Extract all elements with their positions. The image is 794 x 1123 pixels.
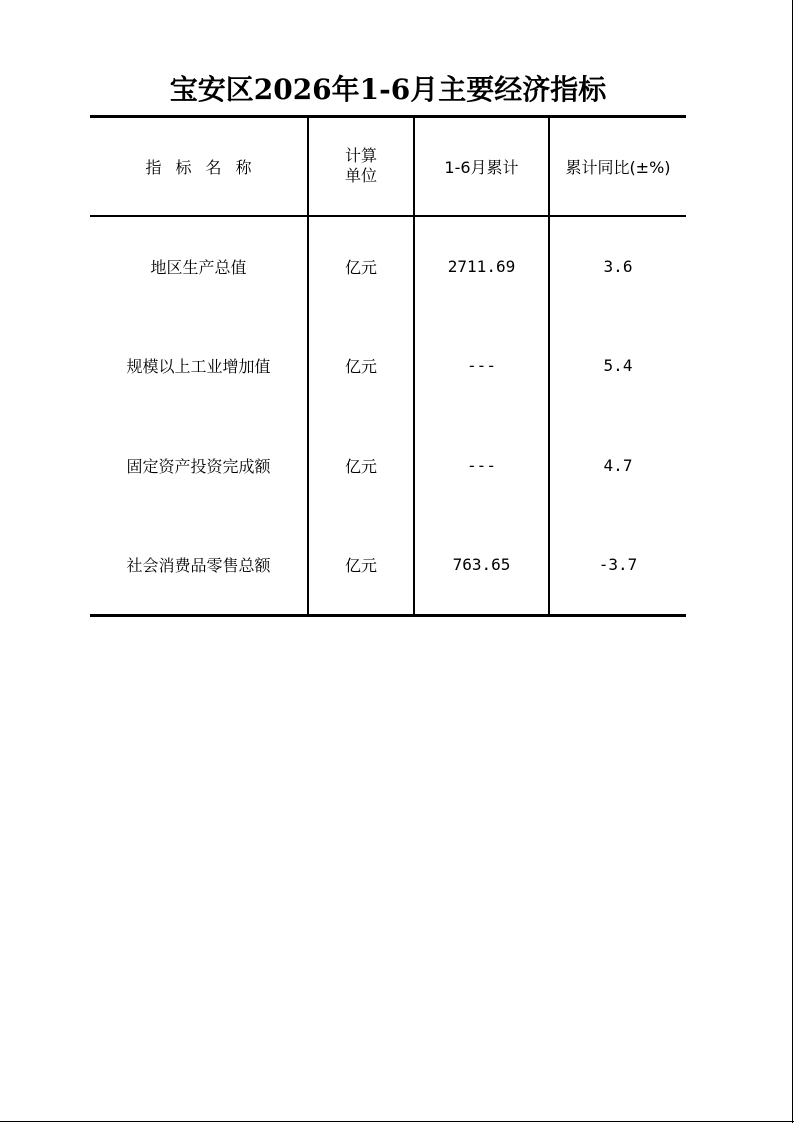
row-indicator-name: 规模以上工业增加值: [126, 357, 271, 376]
header-cumulative: 1-6月累计: [414, 117, 549, 216]
row-unit: 亿元: [308, 516, 414, 616]
row-yoy: 5.4: [549, 316, 686, 416]
row-cumulative: ---: [414, 316, 549, 416]
row-unit: 亿元: [308, 316, 414, 416]
table-row: [90, 316, 686, 416]
table-header-row: [90, 117, 686, 216]
header-unit-line1: 计算: [344, 146, 377, 166]
row-cumulative: ---: [414, 416, 549, 516]
header-indicator-name-label: 指标名称: [145, 157, 266, 177]
page-edge-bottom: [0, 1121, 794, 1122]
page-title: 宝安区2026年1-6月主要经济指标: [169, 73, 607, 106]
row-yoy: 3.6: [549, 216, 686, 316]
row-cumulative: 2711.69: [414, 216, 549, 316]
table-row: [90, 216, 686, 316]
row-unit: 亿元: [308, 216, 414, 316]
page-edge-right: [792, 0, 793, 1123]
header-yoy: 累计同比(±%): [549, 117, 686, 216]
row-yoy: -3.7: [549, 516, 686, 616]
header-unit: [308, 117, 414, 216]
row-yoy: 4.7: [549, 416, 686, 516]
table-row: [90, 516, 686, 616]
header-indicator-name: [90, 117, 308, 216]
row-indicator-name: 地区生产总值: [150, 257, 247, 277]
row-cumulative: 763.65: [414, 516, 549, 616]
row-indicator-name: 固定资产投资完成额: [126, 457, 271, 476]
indicators-table: [90, 115, 686, 617]
table-row: [90, 416, 686, 516]
row-indicator-name: 社会消费品零售总额: [126, 556, 271, 576]
header-unit-line2: 单位: [344, 166, 377, 186]
row-unit: 亿元: [308, 416, 414, 516]
